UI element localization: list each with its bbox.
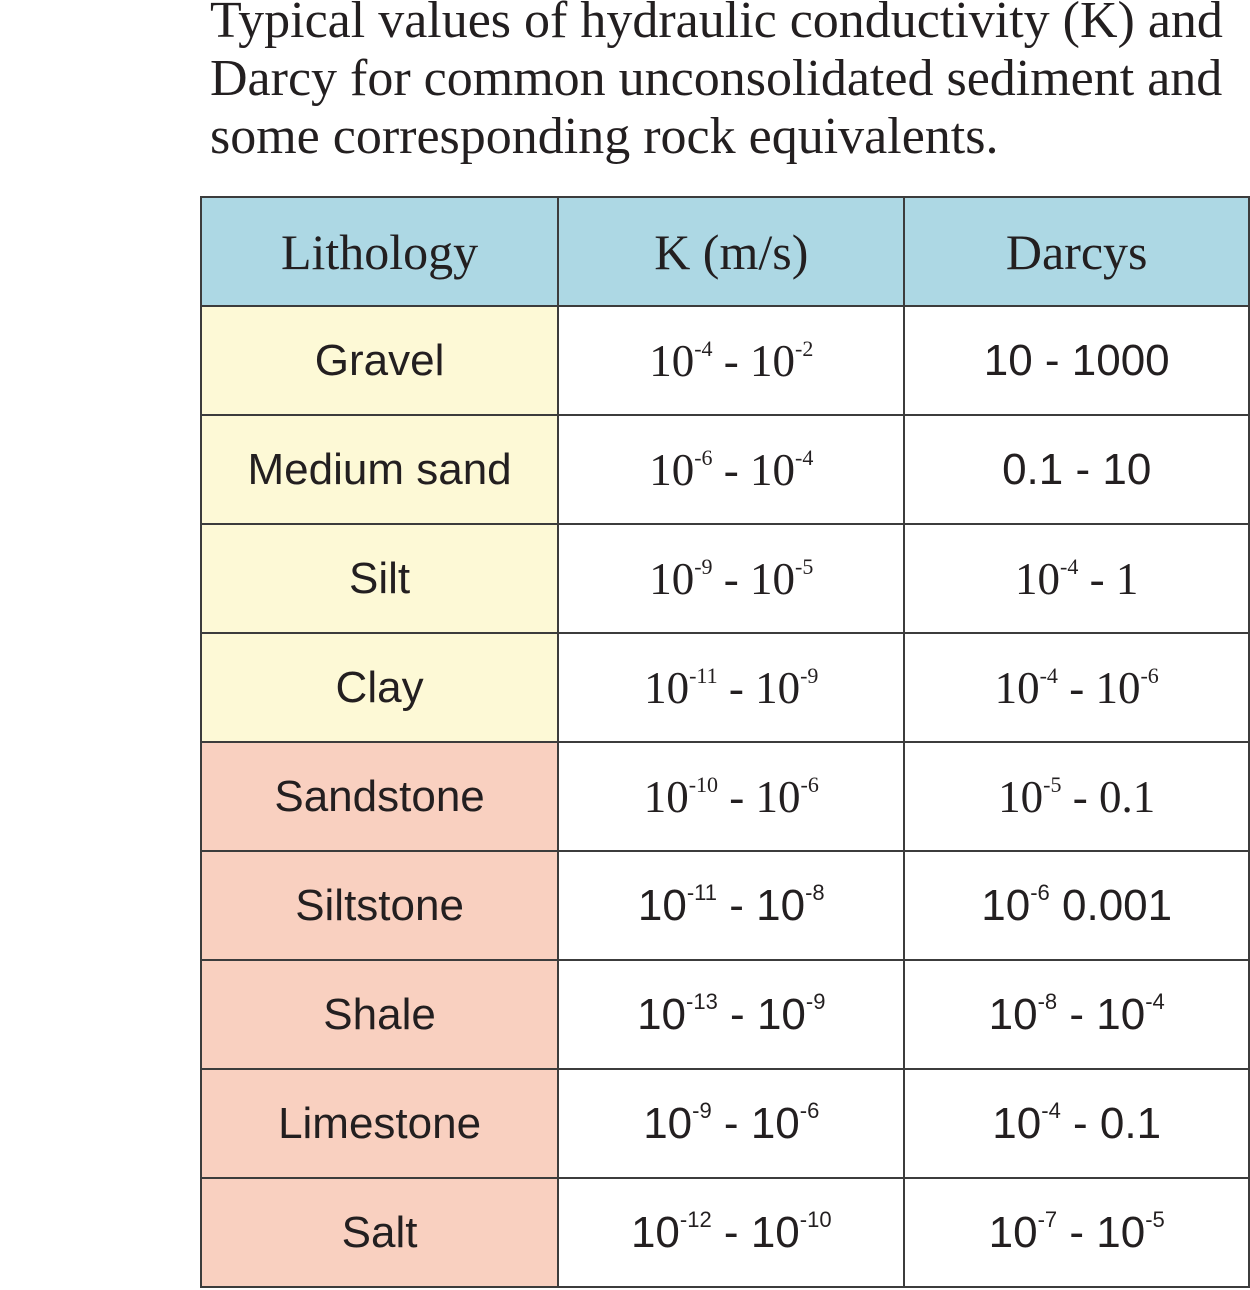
k-base-a: 10 bbox=[637, 989, 687, 1039]
darcy-base-a: 10 bbox=[988, 1207, 1038, 1257]
darcy-base-b: 0.1 bbox=[1099, 1098, 1162, 1148]
k-exponent-b: -2 bbox=[795, 335, 814, 361]
darcy-base-b: 0.1 bbox=[1098, 771, 1156, 822]
k-separator: - bbox=[718, 771, 756, 822]
darcy-separator: - bbox=[1060, 1098, 1100, 1148]
darcy-separator: - bbox=[1057, 989, 1097, 1039]
darcy-base-b: 1 bbox=[1115, 553, 1139, 604]
lithology-cell: Medium sand bbox=[201, 415, 558, 524]
k-exponent-a: -6 bbox=[694, 444, 713, 470]
darcy-base-a: 10 bbox=[988, 989, 1038, 1039]
darcy-value-cell bbox=[904, 306, 1249, 415]
k-exponent-b: -6 bbox=[799, 1097, 820, 1123]
k-exponent-a: -9 bbox=[692, 1097, 712, 1123]
table-row bbox=[201, 633, 1249, 742]
darcy-exponent-a: -4 bbox=[1039, 662, 1058, 688]
hydraulic-conductivity-table bbox=[200, 196, 1250, 1288]
k-base-b: 10 bbox=[750, 1098, 800, 1148]
k-value-cell bbox=[558, 1178, 904, 1287]
darcy-value-cell bbox=[904, 960, 1249, 1069]
darcy-separator bbox=[1050, 881, 1062, 930]
lithology-cell: Salt bbox=[201, 1178, 558, 1287]
header-row bbox=[201, 197, 1249, 306]
k-base-b: 10 bbox=[756, 989, 806, 1039]
darcy-exponent-a: -8 bbox=[1037, 988, 1058, 1014]
k-separator: - bbox=[712, 335, 751, 386]
k-exponent-b: -9 bbox=[805, 988, 826, 1014]
darcy-exponent-a: -6 bbox=[1030, 879, 1050, 905]
table-row bbox=[201, 1178, 1249, 1287]
lithology-cell: Sandstone bbox=[201, 742, 558, 851]
darcy-base-a: 10 bbox=[994, 662, 1040, 713]
darcy-value-cell bbox=[904, 851, 1249, 960]
k-exponent-a: -11 bbox=[686, 879, 718, 905]
k-base-b: 10 bbox=[755, 771, 801, 822]
k-exponent-a: -13 bbox=[686, 988, 718, 1014]
lithology-cell: Clay bbox=[201, 633, 558, 742]
table-row bbox=[201, 851, 1249, 960]
k-exponent-a: -10 bbox=[688, 771, 719, 797]
header-darcys: Darcys bbox=[904, 197, 1249, 306]
darcy-value-cell bbox=[904, 1069, 1249, 1178]
k-exponent-b: -9 bbox=[800, 662, 819, 688]
table-row bbox=[201, 306, 1249, 415]
k-value-cell bbox=[558, 1069, 904, 1178]
k-exponent-b: -6 bbox=[800, 771, 819, 797]
k-value-cell bbox=[558, 633, 904, 742]
lithology-cell: Limestone bbox=[201, 1069, 558, 1178]
k-base-a: 10 bbox=[644, 662, 690, 713]
darcy-separator: - bbox=[1057, 662, 1096, 713]
k-base-a: 10 bbox=[649, 444, 695, 495]
darcy-exponent-b: -6 bbox=[1140, 662, 1159, 688]
table-row bbox=[201, 742, 1249, 851]
k-base-b: 10 bbox=[750, 444, 796, 495]
darcy-base-b: 0.001 bbox=[1062, 880, 1173, 930]
k-exponent-b: -8 bbox=[805, 879, 825, 905]
k-separator: - bbox=[717, 880, 757, 930]
darcy-exponent-a: -5 bbox=[1043, 771, 1062, 797]
lithology-cell: Gravel bbox=[201, 306, 558, 415]
k-exponent-b: -10 bbox=[799, 1206, 832, 1232]
header-lithology: Lithology bbox=[201, 197, 558, 306]
k-separator: - bbox=[711, 1098, 751, 1148]
k-value-cell bbox=[558, 851, 904, 960]
darcy-separator: - bbox=[1078, 553, 1116, 604]
k-base-b: 10 bbox=[756, 880, 806, 930]
k-exponent-a: -11 bbox=[689, 662, 718, 688]
k-base-a: 10 bbox=[630, 1207, 680, 1257]
darcy-separator: - bbox=[1061, 771, 1099, 822]
darcy-text: 0.1 - 10 bbox=[1002, 444, 1152, 494]
k-exponent-a: -4 bbox=[694, 335, 713, 361]
k-exponent-a: -12 bbox=[679, 1206, 712, 1232]
k-base-b: 10 bbox=[750, 1207, 800, 1257]
darcy-value-cell bbox=[904, 742, 1249, 851]
k-base-a: 10 bbox=[643, 1098, 693, 1148]
header-k: K (m/s) bbox=[558, 197, 904, 306]
darcy-exponent-b: -4 bbox=[1145, 988, 1165, 1014]
k-base-a: 10 bbox=[643, 771, 689, 822]
k-base-a: 10 bbox=[649, 335, 695, 386]
darcy-value-cell bbox=[904, 1178, 1249, 1287]
caption-line-2: Darcy for common unconsolidated sediment and bbox=[210, 50, 1223, 107]
k-separator: - bbox=[711, 1207, 751, 1257]
darcy-base-b: 10 bbox=[1095, 662, 1141, 713]
caption-line-1: Typical values of hydraulic conductivity (K) and bbox=[210, 0, 1223, 49]
k-value-cell bbox=[558, 306, 904, 415]
k-value-cell bbox=[558, 415, 904, 524]
k-base-b: 10 bbox=[755, 662, 801, 713]
table-caption bbox=[210, 0, 1250, 166]
lithology-cell: Shale bbox=[201, 960, 558, 1069]
k-exponent-b: -5 bbox=[795, 553, 814, 579]
darcy-text: 10 - 1000 bbox=[983, 335, 1170, 385]
k-separator: - bbox=[712, 553, 751, 604]
darcy-exponent-a: -4 bbox=[1041, 1097, 1061, 1123]
k-exponent-a: -9 bbox=[694, 553, 713, 579]
k-exponent-b: -4 bbox=[795, 444, 814, 470]
darcy-value-cell bbox=[904, 524, 1249, 633]
darcy-exponent-a: -4 bbox=[1060, 553, 1079, 579]
darcy-separator: - bbox=[1057, 1207, 1097, 1257]
k-base-a: 10 bbox=[649, 553, 695, 604]
darcy-exponent-a: -7 bbox=[1037, 1206, 1058, 1232]
caption-line-3: some corresponding rock equivalents. bbox=[210, 108, 999, 165]
darcy-value-cell bbox=[904, 633, 1249, 742]
k-base-a: 10 bbox=[637, 880, 687, 930]
k-separator: - bbox=[717, 989, 757, 1039]
darcy-base-a: 10 bbox=[992, 1098, 1042, 1148]
darcy-base-a: 10 bbox=[1015, 553, 1061, 604]
table-body bbox=[201, 306, 1249, 1287]
k-separator: - bbox=[717, 662, 756, 713]
darcy-exponent-b: -5 bbox=[1145, 1206, 1165, 1232]
table-row bbox=[201, 960, 1249, 1069]
k-base-b: 10 bbox=[750, 553, 796, 604]
darcy-base-a: 10 bbox=[998, 771, 1044, 822]
k-value-cell bbox=[558, 960, 904, 1069]
table-row bbox=[201, 415, 1249, 524]
lithology-cell: Siltstone bbox=[201, 851, 558, 960]
darcy-base-b: 10 bbox=[1096, 1207, 1146, 1257]
darcy-base-b: 10 bbox=[1096, 989, 1146, 1039]
k-value-cell bbox=[558, 524, 904, 633]
lithology-cell: Silt bbox=[201, 524, 558, 633]
k-value-cell bbox=[558, 742, 904, 851]
table-row bbox=[201, 1069, 1249, 1178]
darcy-value-cell bbox=[904, 415, 1249, 524]
k-separator: - bbox=[712, 444, 751, 495]
table-row bbox=[201, 524, 1249, 633]
k-base-b: 10 bbox=[750, 335, 796, 386]
darcy-base-a: 10 bbox=[981, 880, 1031, 930]
